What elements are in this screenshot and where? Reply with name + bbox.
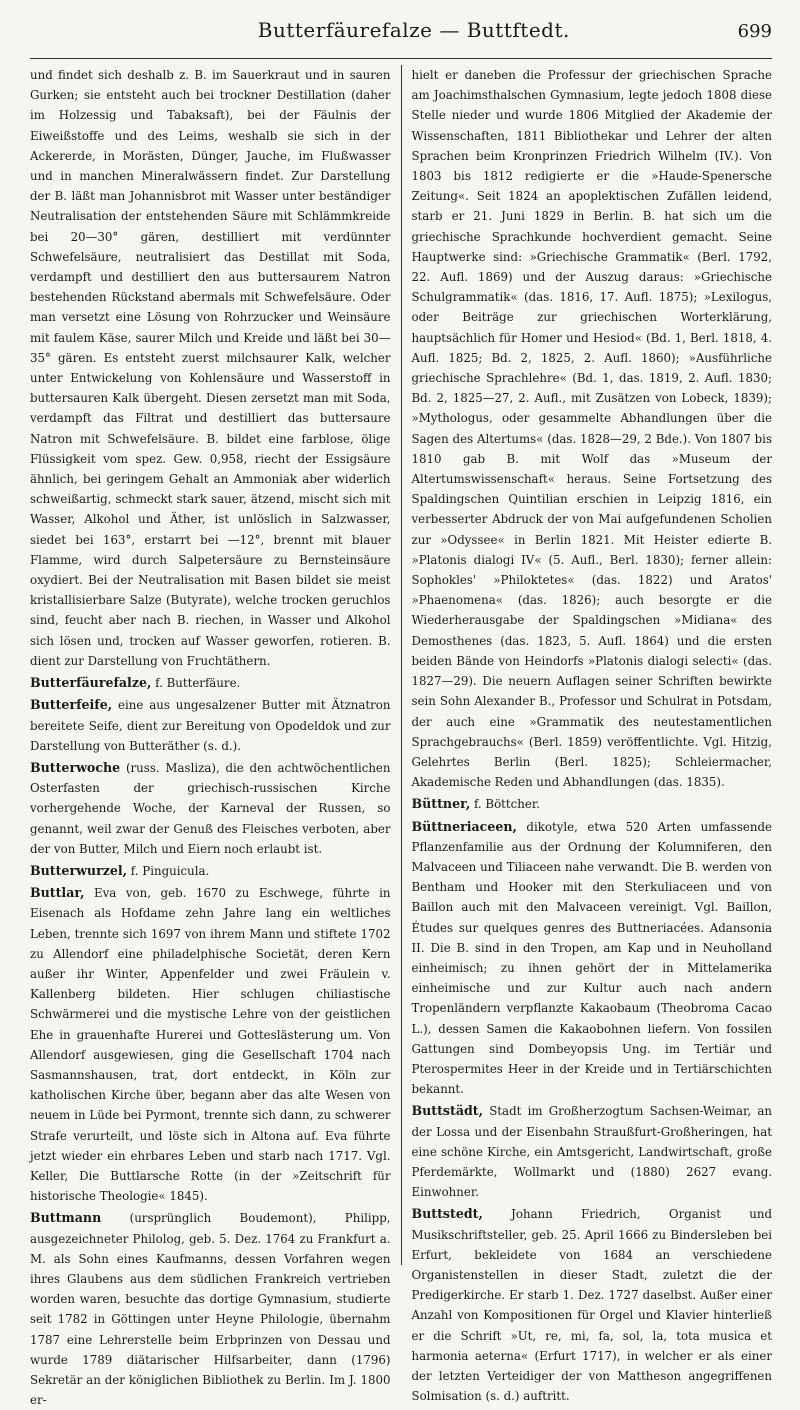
right-column [411,65,773,1404]
dictionary-entry [412,817,773,1100]
entry-headword: Buttstedt, [411,1206,483,1222]
two-column-body [30,65,772,1408]
page-header [30,18,772,59]
dictionary-entry [412,65,773,792]
dictionary-entry [30,883,391,1206]
dictionary-entry [30,758,391,859]
left-column [30,65,391,1408]
dictionary-entry [412,1204,773,1406]
entry-headword: Buttstädt, [411,1103,484,1119]
entry-headword: Butterfeife, [30,697,113,713]
entry-headword: Butterwurzel, [30,862,128,878]
dictionary-entry [412,794,773,814]
entry-text: f. Butterfäure. [151,676,241,691]
dictionary-entry [412,1101,773,1202]
entry-headword: Butterfäurefalze, [30,675,152,691]
entry-text: dikotyle, etwa 520 Arten umfassende Pflanzenfamilie aus der Ordnung der Kolumniferen, den Malvaceen und Tiliaceen nahe verwandt. Die B. werden von Bentham und Hooker mit den Sterkuliaceen und von Baillon auch mit den Malvaceen vereinigt. Vgl. Baillon, Études sur quelques genres des Buttneriacées. Adansonia II. Die B. sind in den Tropen, am Kap und in Neuholland einheimisch; zu ihnen gehört der in Mittelamerika einheimische und zur Kultur auch nach andern Tropenländern verpflanzte Kakaobaum (Theobroma Cacao L.), dessen Samen die Kakaobohnen liefern. Von fossilen Gattungen sind Dombeyopsis Ung. im Tertiär und Pterospermites Heer in der Kreide und in Tertiärschichten bekannt. [411,819,772,1097]
dictionary-entry [30,65,391,671]
entry-text: f. Pinguicula. [127,863,210,878]
dictionary-entry [30,673,391,693]
dictionary-entry [30,861,391,881]
entry-text: Johann Friedrich, Organist und Musikschriftsteller, geb. 25. April 1666 zu Bindersleben bei Erfurt, bekleidete von 1684 an verschiedene Organistenstellen in dieser Stadt, zuletzt die der Predigerkirche. Er starb 1. Dez. 1727 daselbst. Außer einer Anzahl von Kompositionen für Orgel und Klavier hinterließ er die Schrift »Ut, re, mi, fa, sol, la, tota musica et harmonia aeterna« (Erfurt 1717), in welcher er als einer der letzten Verteidiger der von Mattheson angegriffenen Solmisation (s. d.) auftritt. [411,1207,772,1404]
entry-headword: Büttneriaceen, [411,818,517,834]
entry-text: (ursprünglich Boudemont), Philipp, ausgezeichneter Philolog, geb. 5. Dez. 1764 zu Frankfurt a. M. als Sohn eines Kaufmanns, dessen Vorfahren wegen ihres Glaubens aus dem südlichen Frankreich vertrieben worden waren, besuchte das dortige Gymnasium, studierte seit 1782 in Göttingen unter Heyne Philologie, übernahm 1787 eine Lehrerstelle beim Erbprinzen von Dessau und wurde 1789 diätarischer Hilfsarbeiter, dann (1796) Sekretär an der königlichen Bibliothek zu Berlin. Im J. 1800 er- [30,1211,391,1408]
entry-text: Eva von, geb. 1670 zu Eschwege, führte in Eisenach als Hofdame zehn Jahre lang ein weltliches Leben, trennte sich 1697 von ihrem Mann und stiftete 1702 zu Allendorf eine philadelphische Societät, deren Kern außer ihr Winter, Appenfelder und zwei Fräulein v. Kallenberg bildeten. Hier schlugen chiliastische Schwärmerei und die mystische Lehre von der geistlichen Ehe in grauenhafte Hurerei und Gotteslästerung um. Von Allendorf ausgewiesen, ging die Gesellschaft 1704 nach Sasmannshausen, trat, dort entdeckt, in Köln zur katholischen Kirche über, begann aber das alte Wesen von neuem in Lüde bei Pyrmont, trennte sich dann, zu schwerer Strafe verurteilt, und löste sich in Altona auf. Eva führte jetzt wieder ein ehrbares Leben und starb nach 1717. Vgl. Keller, Die Buttlarsche Rotte (in der »Zeitschrift für historische Theologie« 1845). [30,886,391,1204]
dictionary-entry [30,695,391,756]
dictionary-entry [30,1208,391,1410]
entry-text: eine aus ungesalzener Butter mit Ätznatron bereitete Seife, dient zur Bereitung von Opodeldok und zur Darstellung von Butteräther (s. d.). [30,698,391,753]
running-head: Butterfäurefalze — Buttftedt. [257,18,570,42]
entry-headword: Buttlar, [30,885,85,901]
entry-text: Stadt im Großherzogtum Sachsen-Weimar, an der Lossa und der Eisenbahn Straußfurt-Großheringen, hat eine schöne Kirche, ein Amtsgericht, Landwirtschaft, große Pferdemärkte, Wollmarkt und (1880) 2627 evang. Einwohner. [411,1104,772,1200]
column-divider [401,65,402,1265]
page-number: 699 [737,21,772,42]
entry-text: (russ. Masliza), die den achtwöchentlichen Osterfasten der griechisch-russischen Kirche vorhergehende Woche, der Karneval der Russen, so genannt, weil zwar der Genuß des Fleisches verboten, aber der von Butter, Milch und Eiern noch erlaubt ist. [30,760,391,856]
entry-headword: Butterwoche [30,759,121,775]
entry-headword: Büttner, [411,796,471,812]
entry-text: und findet sich deshalb z. B. im Sauerkraut und in sauren Gurken; sie entsteht auch bei trockner Destillation (daher im Holzessig und Tabaksaft), bei der Fäulnis der Eiweißstoffe und des Leims, weshalb sie sich in der Ackererde, in Morästen, Dünger, Jauche, im Flußwasser und in manchen Mineralwässern findet. Zur Darstellung der B. läßt man Johannisbrot mit Wasser unter beständiger Neutralisation der entstehenden Säure mit Schlämmkreide bei 20—30° gären, destilliert mit verdünnter Schwefelsäure, neutralisiert das Destillat mit Soda, verdampft und destilliert den aus buttersaurem Natron bestehenden Rückstand abermals mit Schwefelsäure. Oder man versetzt eine Lösung von Rohrzucker und Weinsäure mit faulem Käse, saurer Milch und Kreide und läßt bei 30—35° gären. Es entsteht zuerst milchsaurer Kalk, welcher unter Entwickelung von Kohlensäure und Wasserstoff in buttersauren Kalk übergeht. Diesen zersetzt man mit Soda, verdampft das Filtrat und destilliert das buttersaure Natron mit Schwefelsäure. B. bildet eine farblose, ölige Flüssigkeit vom spez. Gew. 0,958, riecht der Essigsäure ähnlich, bei geringem Gehalt an Ammoniak aber widerlich schweißartig, schmeckt stark sauer, ätzend, mischt sich mit Wasser, Alkohol und Äther, ist unlöslich in Salzwasser, siedet bei 163°, erstarrt bei —12°, brennt mit blauer Flamme, wird durch Salpetersäure zu Bernsteinsäure oxydiert. Bei der Neutralisation mit Basen bildet sie meist kristallisierbare Salze (Butyrate), welche trocken geruchlos sind, feucht aber nach B. riechen, in Wasser und Alkohol sich lösen und, trocken auf Wasser geworfen, rotieren. B. dient zur Darstellung von Fruchtäthern. [30,68,391,668]
entry-text: f. Böttcher. [470,797,540,812]
entry-headword: Buttmann [30,1210,102,1226]
entry-text: hielt er daneben die Professur der griechischen Sprache am Joachimsthalschen Gymnasium, legte jedoch 1808 diese Stelle nieder und wurde 1806 Mitglied der Akademie der Wissenschaften, 1811 Bibliothekar und Lehrer der alten Sprachen beim Kronprinzen Friedrich Wilhelm (IV.). Von 1803 bis 1812 redigierte er die »Haude-Spenersche Zeitung«. Seit 1824 an apoplektischen Zufällen leidend, starb er 21. Juni 1829 in Berlin. B. hat sich um die griechische Sprachkunde hochverdient gemacht. Seine Hauptwerke sind: »Griechische Grammatik« (Berl. 1792, 22. Aufl. 1869) und der Auszug daraus: »Griechische Schulgrammatik« (das. 1816, 17. Aufl. 1875); »Lexilogus, oder Beiträge zur griechischen Worterklärung, hauptsächlich für Homer und Hesiod« (Bd. 1, Berl. 1818, 4. Aufl. 1825; Bd. 2, 1825, 2. Aufl. 1860); »Ausführliche griechische Sprachlehre« (Bd. 1, das. 1819, 2. Aufl. 1830; Bd. 2, 1825—27, 2. Aufl., mit Zusätzen von Lobeck, 1839); »Mythologus, oder gesammelte Abhandlungen über die Sagen des Altertums« (das. 1828—29, 2 Bde.). Von 1807 bis 1810 gab B. mit Wolf das »Museum der Altertumswissenschaft« heraus. Seine Fortsetzung des Spaldingschen Quintilian erschien in Leipzig 1816, ein verbesserter Abdruck der von Mai aufgefundenen Scholien zur »Odyssee« in Berlin 1821. Mit Heister edierte B. »Platonis dialogi IV« (5. Aufl., Berl. 1830); ferner allein: Sophokles' »Philoktetes« (das. 1822) und Aratos' »Phaenomena« (das. 1826); auch besorgte er die Wiederherausgabe der Spaldingschen »Midiana« des Demosthenes (das. 1823, 5. Aufl. 1864) und die ersten beiden Bände von Heindorfs »Platonis dialogi selecti« (das. 1827—29). Die neuern Auflagen seiner Schriften bewirkte sein Sohn Alexander B., Professor und Schulrat in Potsdam, der auch eine »Grammatik des neutestamentlichen Sprachgebrauchs« (Berl. 1859) veröffentlichte. Vgl. Hitzig, Gelehrtes Berlin (Berl. 1825); Schleiermacher, Akademische Reden und Abhandlungen (das. 1835). [411,68,772,790]
